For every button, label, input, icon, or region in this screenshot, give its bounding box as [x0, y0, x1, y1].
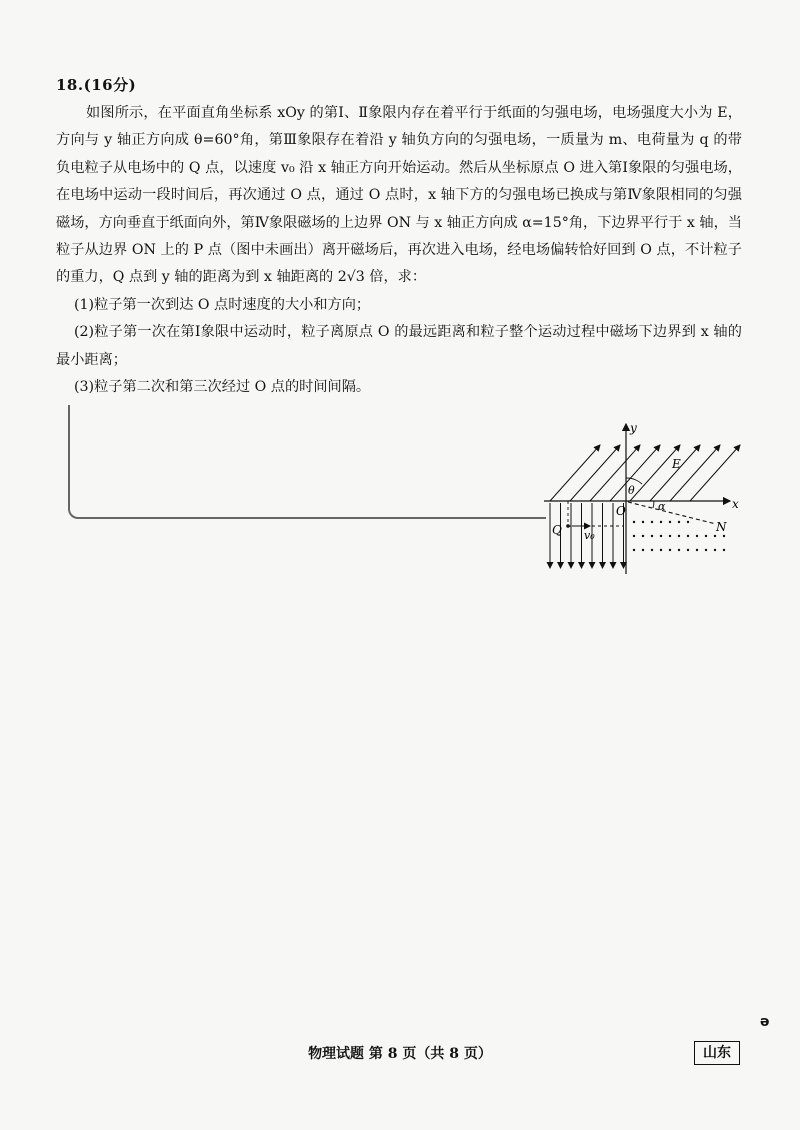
field-line — [690, 445, 740, 501]
b-field-dot — [669, 521, 671, 523]
b-field-dot — [687, 535, 689, 537]
label-O: O — [616, 504, 626, 518]
b-field-dot — [633, 549, 635, 551]
field-line — [630, 445, 680, 501]
b-field-dot — [642, 549, 644, 551]
b-field-dot — [642, 535, 644, 537]
question-part-3: (3)粒子第二次和第三次经过 O 点的时间间隔。 — [74, 379, 371, 396]
region-badge: 山东 — [694, 1041, 740, 1065]
question-part-2: (2)粒子第一次在第Ⅰ象限中运动时，粒子离原点 O 的最远距离和粒子整个运动过程中磁场下边界到 x 轴的最小距离； — [56, 324, 742, 368]
boundary-ON — [628, 502, 716, 524]
b-field-dot — [705, 535, 707, 537]
b-field-dot — [687, 549, 689, 551]
question-body — [56, 100, 742, 401]
alpha-arc — [653, 501, 654, 508]
field-line — [610, 445, 660, 501]
label-N: N — [716, 520, 727, 534]
b-field-dot — [714, 549, 716, 551]
margin-mark: ə — [760, 1014, 770, 1030]
b-field-dot — [669, 535, 671, 537]
field-diagram — [536, 418, 746, 578]
field-line — [570, 445, 620, 501]
magnetic-field-dots — [633, 521, 725, 551]
b-field-dot — [651, 549, 653, 551]
question-intro: 如图所示，在平面直角坐标系 xOy 的第Ⅰ、Ⅱ象限内存在着平行于纸面的匀强电场，电场强度大小为 E，方向与 y 轴正方向成 θ=60°角，第Ⅲ象限存在着沿 y 轴负方向的匀强电场，一质量为 m、电荷量为 q 的带负电粒子从电场中的 Q 点，以速度 v₀ 沿 x 轴正方向开始运动。然后从坐标原点 O 进入第Ⅰ象限的匀强电场，在电场中运动一段时间后，再次通过 O 点，通过 O 点时，x 轴下方的匀强电场已换成与第Ⅳ象限相同的匀强磁场，方向垂直于纸面向外，第Ⅳ象限磁场的上边界 ON 与 x 轴正方向成 α=15°角，下边界平行于 x 轴，当粒子从边界 ON 上的 P 点（图中未画出）离开磁场后，再次进入电场，经电场偏转恰好回到 O 点，不计粒子的重力，Q 点到 y 轴的距离为到 x 轴距离的 2√3 倍，求： — [56, 105, 742, 286]
b-field-dot — [696, 535, 698, 537]
page-footer-title: 物理试题 第 8 页（共 8 页） — [308, 1046, 492, 1062]
b-field-dot — [660, 521, 662, 523]
point-Q — [566, 524, 570, 528]
b-field-dot — [723, 549, 725, 551]
label-E: E — [672, 457, 681, 471]
field-line — [670, 445, 720, 501]
y-axis-label: y — [630, 421, 637, 435]
b-field-dot — [714, 535, 716, 537]
b-field-dot — [705, 549, 707, 551]
b-field-dot — [651, 535, 653, 537]
b-field-dot — [678, 549, 680, 551]
field-line — [550, 445, 600, 501]
question-number: 18.(16分) — [56, 76, 137, 94]
b-field-dot — [633, 521, 635, 523]
b-field-dot — [660, 535, 662, 537]
field-line — [650, 445, 700, 501]
b-field-dot — [633, 535, 635, 537]
label-theta: θ — [628, 484, 635, 497]
electric-field-lines — [550, 445, 740, 501]
b-field-dot — [651, 521, 653, 523]
label-alpha: α — [658, 500, 666, 513]
label-Q: Q — [552, 523, 562, 537]
b-field-dot — [723, 535, 725, 537]
b-field-dot — [678, 521, 680, 523]
b-field-dot — [642, 521, 644, 523]
b-field-dot — [669, 549, 671, 551]
answer-area-bracket — [68, 405, 546, 519]
b-field-dot — [678, 535, 680, 537]
b-field-dot — [660, 549, 662, 551]
question-part-1: (1)粒子第一次到达 O 点时速度的大小和方向； — [74, 296, 371, 313]
label-v0: v₀ — [584, 529, 595, 542]
x-axis-label: x — [732, 497, 739, 511]
b-field-dot — [696, 549, 698, 551]
b-field-dot — [687, 521, 689, 523]
